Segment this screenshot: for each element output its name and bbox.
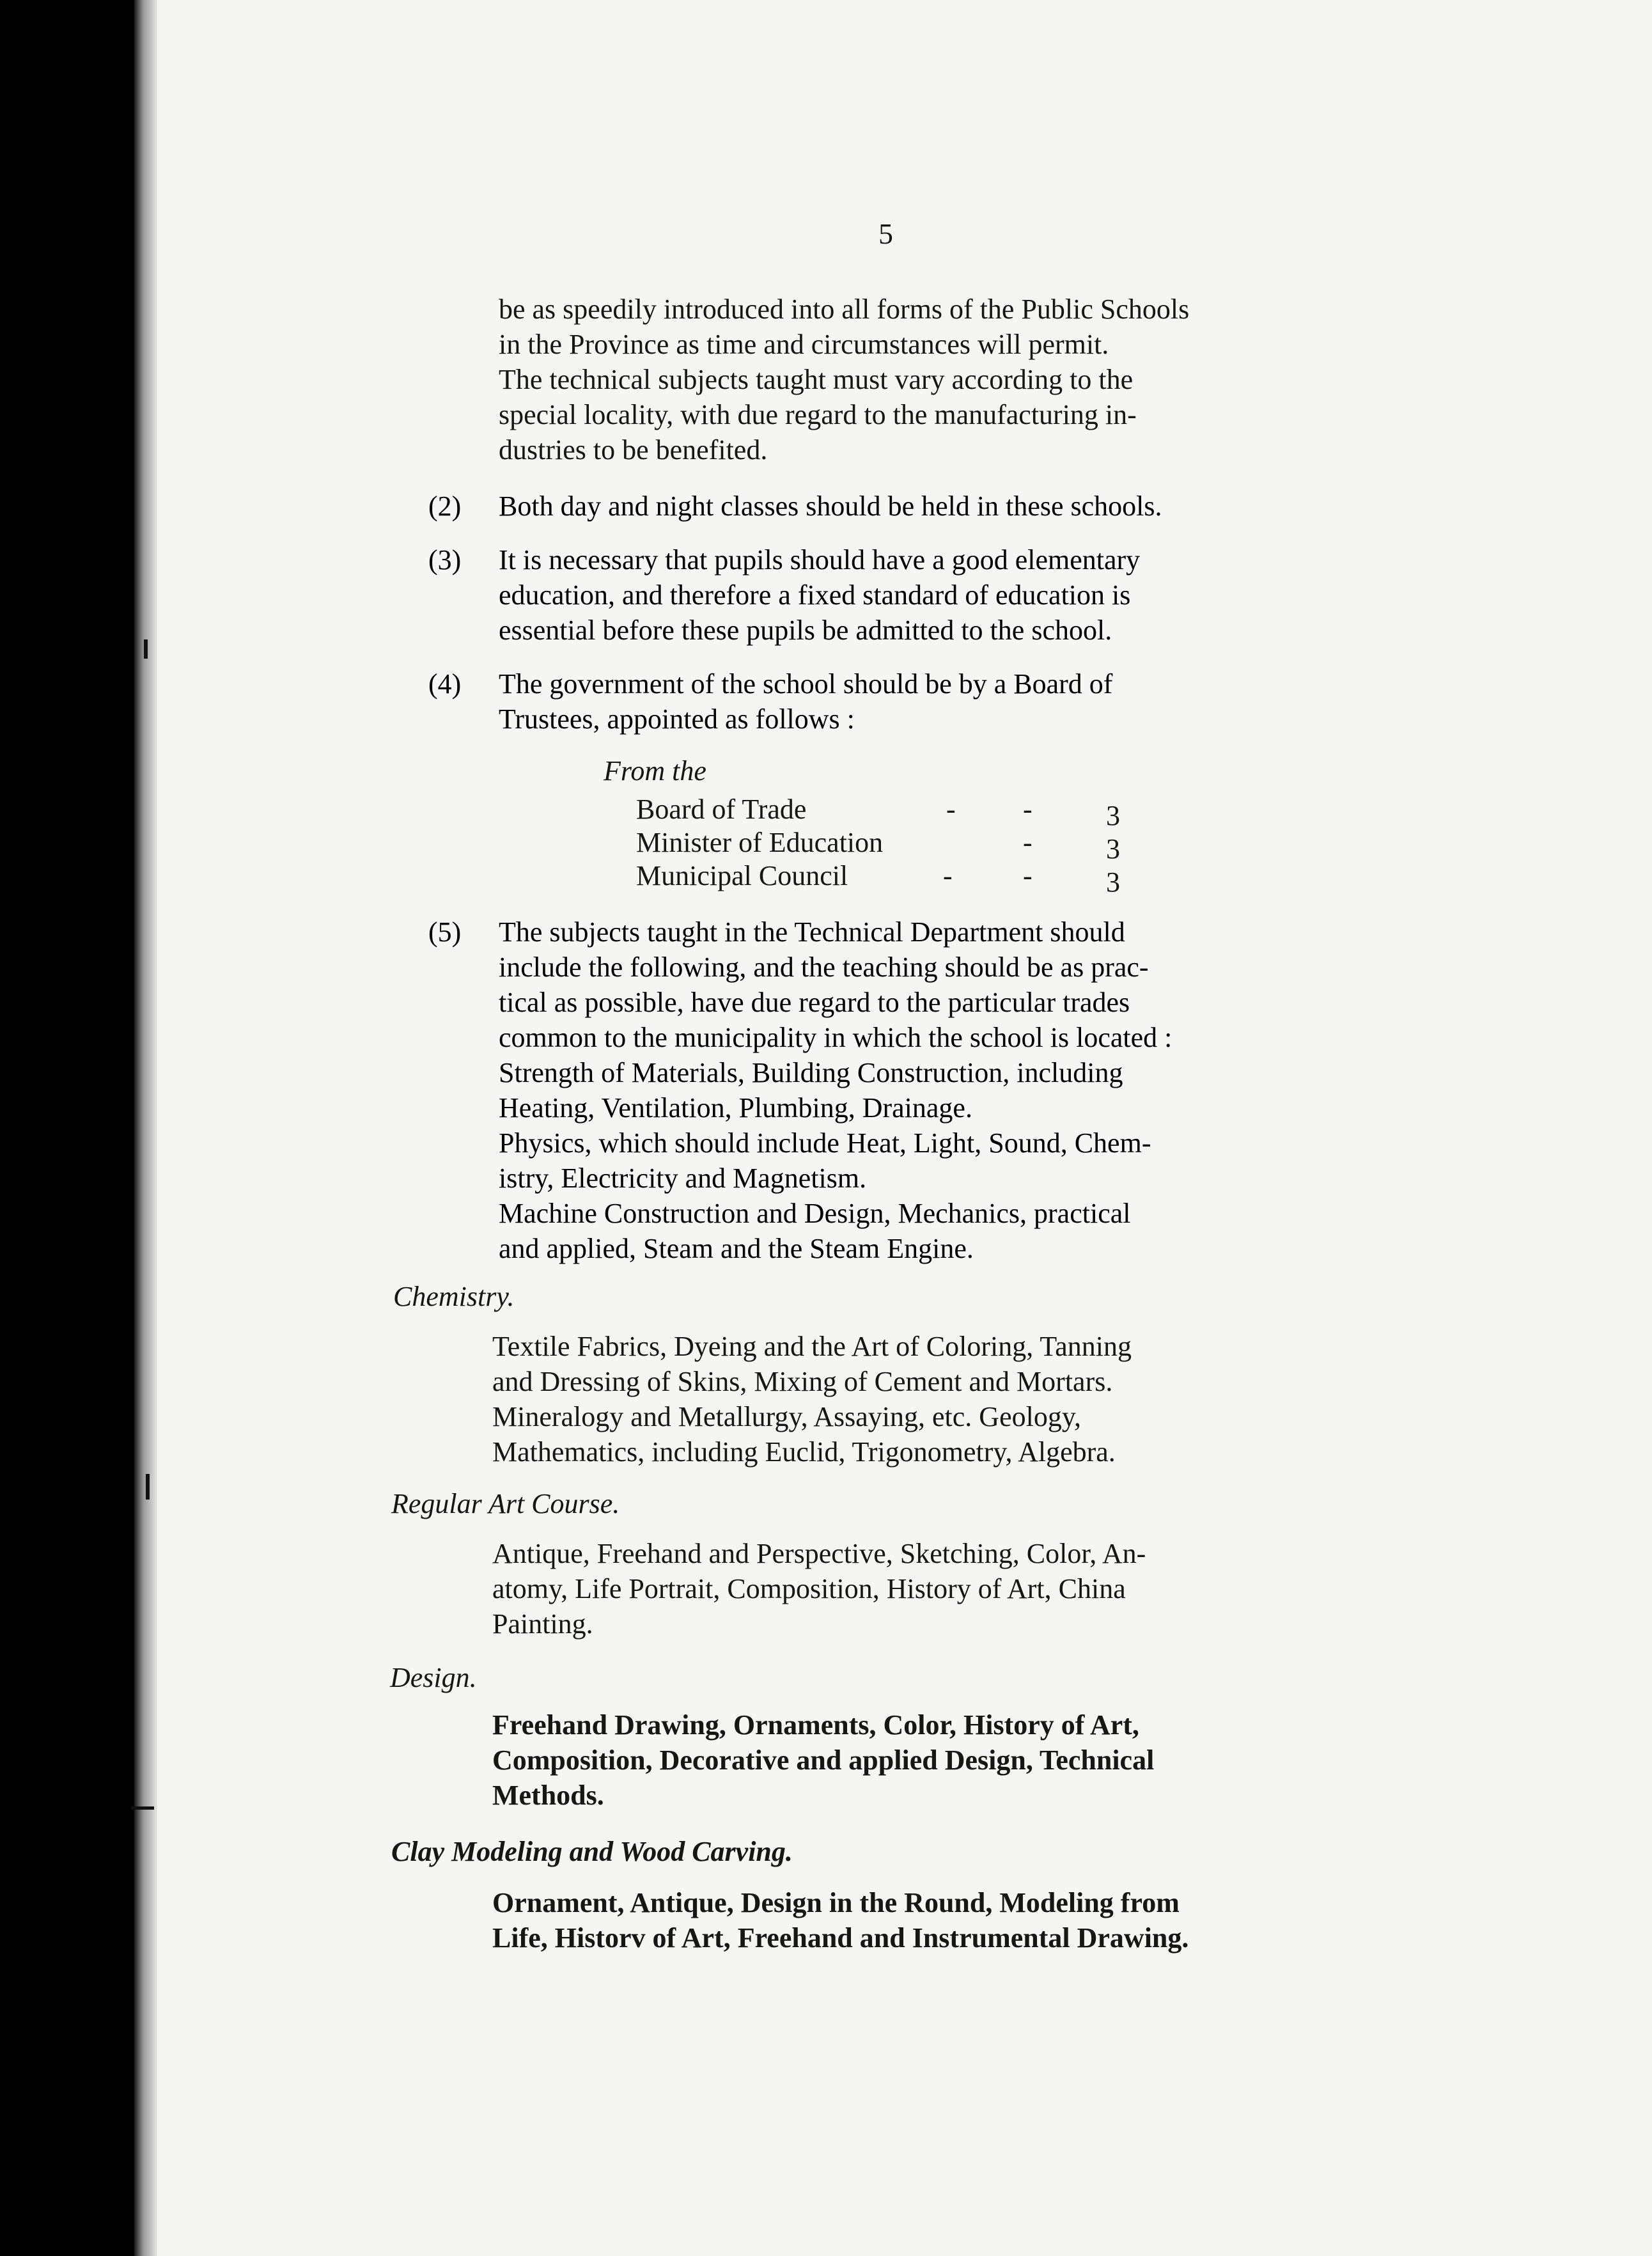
trustee-body: Minister of Education: [636, 827, 884, 858]
item-text: [499, 489, 1162, 524]
item-number: (3): [428, 544, 462, 576]
text-line: and Dressing of Skins, Mixing of Cement and Mortars.: [492, 1366, 1113, 1397]
intro-paragraph: [499, 292, 1189, 467]
section-text: [492, 1885, 1188, 1955]
section-text: [492, 1707, 1154, 1813]
text-line: Strength of Materials, Building Construction, including: [499, 1057, 1123, 1088]
page-gutter: [134, 0, 157, 2256]
text-line: The subjects taught in the Technical Department should: [499, 916, 1125, 948]
trustee-body: Board of Trade: [636, 794, 807, 825]
text-line: dustries to be benefited.: [499, 434, 768, 466]
section-text: [492, 1536, 1146, 1641]
trustee-count: 3: [1106, 866, 1120, 898]
section-heading: Chemistry.: [393, 1281, 515, 1312]
text-line: Freehand Drawing, Ornaments, Color, History of Art,: [492, 1709, 1139, 1741]
trustees-heading: From the: [604, 755, 706, 787]
item-text: [499, 542, 1140, 648]
section-heading: Design.: [390, 1662, 477, 1693]
section-text: [492, 1329, 1132, 1469]
section-heading: Regular Art Course.: [391, 1488, 620, 1519]
trustees-table: [636, 793, 1135, 898]
text-line: Painting.: [492, 1608, 593, 1640]
text-line: It is necessary that pupils should have a good elementary: [499, 544, 1141, 576]
text-line: special locality, with due regard to the manufacturing in-: [499, 399, 1137, 430]
leader-dash: -: [1023, 860, 1032, 891]
text-line: Composition, Decorative and applied Design, Technical: [492, 1744, 1155, 1776]
text-line: istry, Electricity and Magnetism.: [499, 1163, 867, 1194]
text-line: The government of the school should be by a Board of: [499, 668, 1113, 700]
item-number: (4): [428, 668, 462, 700]
text-line: include the following, and the teaching should be as prac-: [499, 952, 1149, 983]
page-number: 5: [878, 217, 893, 250]
item-text: [499, 914, 1172, 1266]
text-line: Mathematics, including Euclid, Trigonometry, Algebra.: [492, 1436, 1116, 1468]
text-line: Trustees, appointed as follows :: [499, 703, 855, 735]
leader-dash: -: [943, 860, 953, 891]
text-line: and applied, Steam and the Steam Engine.: [499, 1233, 974, 1264]
text-line: essential before these pupils be admitted to the school.: [499, 615, 1112, 646]
section-heading: Clay Modeling and Wood Carving.: [391, 1836, 793, 1867]
trustee-count: 3: [1106, 833, 1120, 865]
trustee-row: [636, 826, 1135, 865]
text-line: atomy, Life Portrait, Composition, History of Art, China: [492, 1573, 1126, 1604]
leader-dash: -: [1023, 827, 1032, 858]
text-line: Methods.: [492, 1780, 604, 1811]
trustee-row: [636, 859, 1135, 898]
trustee-body: Municipal Council: [636, 860, 848, 891]
text-line: Antique, Freehand and Perspective, Sketching, Color, An-: [492, 1538, 1146, 1569]
leader-dash: -: [1023, 794, 1032, 825]
item-text: [499, 666, 1112, 737]
text-line: Ornament, Antique, Design in the Round, Modeling from: [492, 1887, 1180, 1918]
margin-mark: [131, 1806, 154, 1810]
text-line: Machine Construction and Design, Mechanics, practical: [499, 1198, 1131, 1229]
text-line: education, and therefore a fixed standard of education is: [499, 579, 1131, 611]
text-line: Life, Historv of Art, Freehand and Instrumental Drawing.: [492, 1922, 1189, 1954]
item-number: (5): [428, 916, 462, 948]
text-line: tical as possible, have due regard to the particular trades: [499, 987, 1130, 1018]
text-line: The technical subjects taught must vary according to the: [499, 364, 1134, 395]
item-number: (2): [428, 490, 462, 522]
margin-mark: [144, 639, 148, 659]
trustee-count: 3: [1106, 800, 1120, 831]
text-line: Heating, Ventilation, Plumbing, Drainage.: [499, 1092, 972, 1124]
text-line: Mineralogy and Metallurgy, Assaying, etc. Geology,: [492, 1401, 1081, 1432]
trustee-row: [636, 793, 1135, 831]
text-line: common to the municipality in which the school is located :: [499, 1022, 1173, 1053]
margin-mark: [146, 1474, 150, 1500]
text-line: in the Province as time and circumstances will permit.: [499, 329, 1109, 360]
text-line: Textile Fabrics, Dyeing and the Art of Coloring, Tanning: [492, 1331, 1132, 1362]
leader-dash: -: [946, 794, 956, 825]
text-line: Physics, which should include Heat, Light, Sound, Chem-: [499, 1127, 1151, 1159]
text-line: be as speedily introduced into all forms of the Public Schools: [499, 294, 1190, 325]
text-line: Both day and night classes should be held in these schools.: [499, 490, 1162, 522]
